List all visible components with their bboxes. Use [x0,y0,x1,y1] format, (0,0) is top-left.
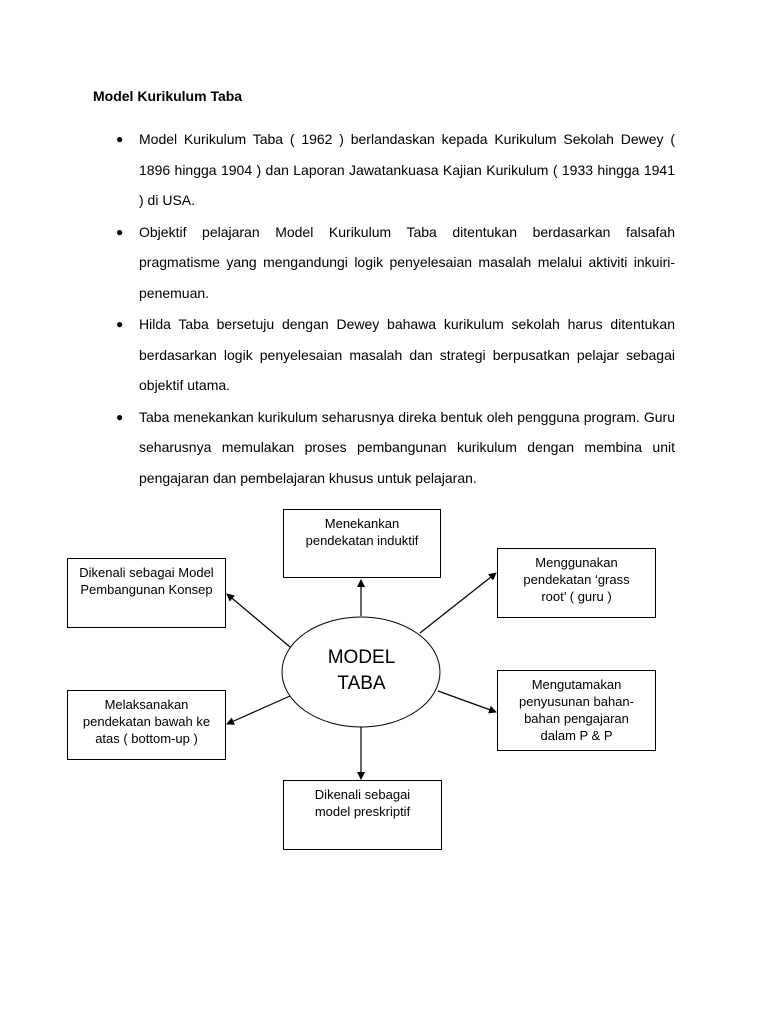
box-bottom [283,780,442,850]
box-top-text: Menekankan pendekatan induktif [305,516,419,548]
document-title: Model Kurikulum Taba [93,88,243,104]
arrow-to-top-right [420,573,496,633]
box-bottom-text: Dikenali sebagai model preskriptif [314,787,411,819]
arrow-to-right [438,691,496,712]
list-item [93,217,675,309]
box-left-top-text: Dikenali sebagai Model Pembangunan Konsep [79,565,214,597]
bullet-icon: ● [116,317,124,331]
list-item [93,402,675,494]
box-top-right-text: Menggunakan pendekatan ‘grass root’ ( guru ) [523,555,630,604]
center-label [283,645,440,697]
bullet-text: Hilda Taba bersetuju dengan Dewey bahawa kurikulum sekolah harus ditentukan berdasarkan logik penyelesaian masalah dan strategi berpusatkan pelajar sebagai objektif utama. [139,316,675,393]
box-left-bottom-text: Melaksanakan pendekatan bawah ke atas ( bottom-up ) [82,697,211,746]
center-label-line1: MODEL [327,647,396,668]
box-left-bottom [67,690,226,760]
list-item [93,124,675,216]
box-top-right [497,548,656,618]
bullet-icon: ● [116,409,124,424]
bullet-text: Model Kurikulum Taba ( 1962 ) berlandaskan kepada Kurikulum Sekolah Dewey ( 1896 hingga 1904 ) dan Laporan Jawatankuasa Kajian Kurikulum ( 1933 hingga 1941 ) di USA. [139,131,675,208]
bullet-text: Objektif pelajaran Model Kurikulum Taba ditentukan berdasarkan falsafah pragmatisme yang mengandungi logik penyelesaian masalah melalui aktiviti inkuiri-penemuan. [139,223,675,301]
arrow-to-left-bottom [227,696,290,724]
list-item [93,309,675,401]
taba-model-diagram [0,500,768,860]
box-left-top [67,558,226,628]
arrow-to-left-top [227,594,290,647]
bullet-icon: ● [116,224,124,239]
center-label-line2: TABA [337,673,386,694]
bullet-list [93,124,675,494]
bullet-text: Taba menekankan kurikulum seharusnya direka bentuk oleh pengguna program. Guru seharusnya memulakan proses pembangunan kurikulum dengan membina unit pengajaran dan pembelajaran khusus untuk pelajaran. [139,408,675,486]
box-top [283,509,441,578]
bullet-icon: ● [116,132,124,146]
box-right [497,670,656,751]
box-right-text: Mengutamakan penyusunan bahan-bahan pengajaran dalam P & P [519,677,634,743]
